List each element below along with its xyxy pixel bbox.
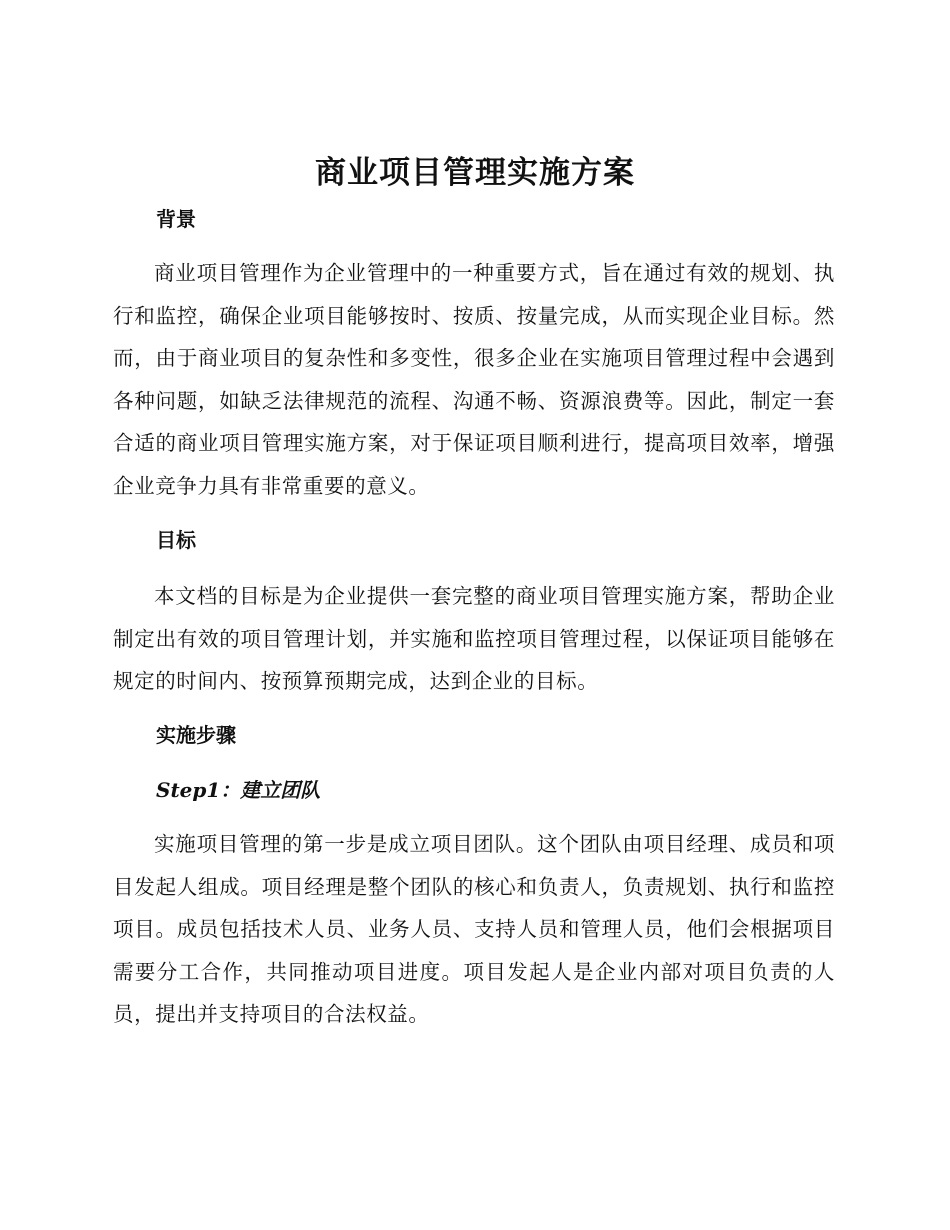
paragraph-background: 商业项目管理作为企业管理中的一种重要方式，旨在通过有效的规划、执行和监控，确保企业项目能够按时、按质、按量完成，从而实现企业目标。然而，由于商业项目的复杂性和多变性，很多企业在实施项目管理过程中会遇到各种问题，如缺乏法律规范的流程、沟通不畅、资源浪费等。因此，制定一套合适的商业项目管理实施方案，对于保证项目顺利进行，提高项目效率，增强企业竞争力具有非常重要的意义。 — [113, 261, 835, 498]
paragraph-step1: 实施项目管理的第一步是成立项目团队。这个团队由项目经理、成员和项目发起人组成。项目经理是整个团队的核心和负责人，负责规划、执行和监控项目。成员包括技术人员、业务人员、支持人员和管理人员，他们会根据项目需要分工合作，共同推动项目进度。项目发起人是企业内部对项目负责的人员，提出并支持项目的合法权益。 — [113, 832, 835, 1026]
section-heading-background: 背景 — [156, 207, 196, 231]
section-heading-goal: 目标 — [156, 528, 196, 552]
paragraph-goal: 本文档的目标是为企业提供一套完整的商业项目管理实施方案，帮助企业制定出有效的项目管理计划，并实施和监控项目管理过程，以保证项目能够在规定的时间内、按预算预期完成，达到企业的目标。 — [113, 584, 835, 693]
step1-subheading: Step1：建立团队 — [156, 778, 321, 802]
section-heading-steps: 实施步骤 — [156, 723, 236, 747]
document-title: 商业项目管理实施方案 — [315, 155, 635, 191]
